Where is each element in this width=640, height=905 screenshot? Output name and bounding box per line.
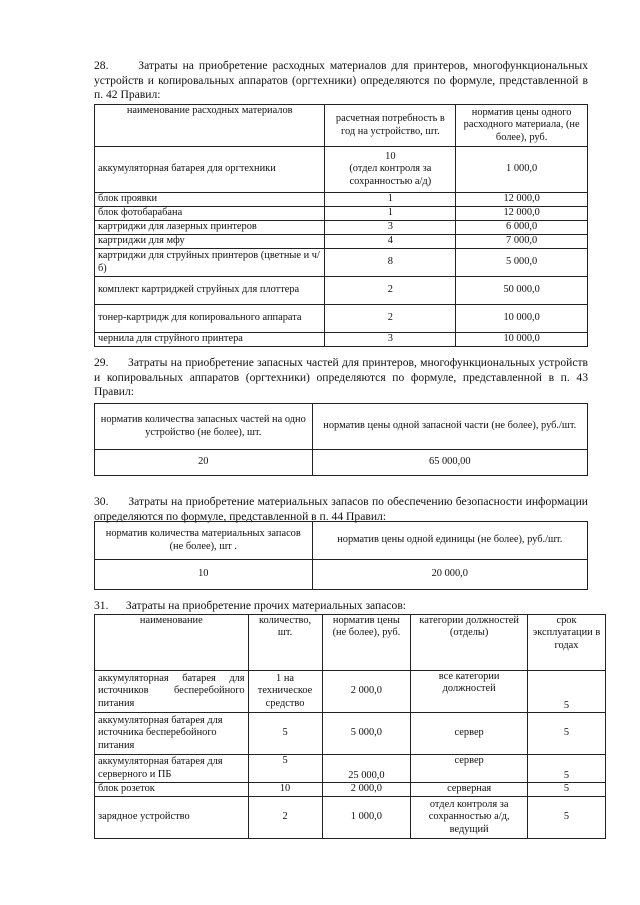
cell-qty: 2 <box>248 797 322 839</box>
section-31-text: Затраты на приобретение прочих материальных запасов: <box>125 599 407 612</box>
cell-category: сервер <box>411 755 528 783</box>
consumables-table <box>94 104 588 347</box>
header-price: норматив цены одной запасной части (не более), руб./шт. <box>312 404 587 450</box>
cell-term: 5 <box>528 671 606 713</box>
cell-category: серверная <box>411 783 528 797</box>
cell-price: 12 000,0 <box>456 207 588 221</box>
table-header-row <box>95 105 588 147</box>
header-term: срок эксплуатации в годах <box>528 615 606 671</box>
cell-price: 5 000,0 <box>456 249 588 277</box>
cell-price: 1 000,0 <box>322 797 411 839</box>
table-header-row <box>95 404 588 450</box>
cell-name: аккумуляторная батарея для источников бесперебойного питания <box>95 671 249 713</box>
header-name: наименование расходных материалов <box>95 105 325 147</box>
cell-name: чернила для струйного принтера <box>95 333 325 347</box>
table-row <box>95 207 588 221</box>
header-qty: количество, шт. <box>248 615 322 671</box>
section-28-number: 28. <box>94 59 109 72</box>
cell-qty: 3 <box>325 333 456 347</box>
cell-price: 5 000,0 <box>322 713 411 755</box>
header-price: норматив цены (не более), руб. <box>322 615 411 671</box>
cell-name: аккумуляторная батарея для оргтехники <box>95 147 325 193</box>
header-price: норматив цены одной единицы (не более), руб./шт. <box>312 522 587 560</box>
cell-qty: 8 <box>325 249 456 277</box>
table-row <box>95 333 588 347</box>
cell-qty: 2 <box>325 277 456 305</box>
cell-price: 25 000,0 <box>322 755 411 783</box>
table-header-row <box>95 615 606 671</box>
section-29-number: 29. <box>94 356 109 369</box>
cell-qty: 10 <box>248 783 322 797</box>
cell-price: 1 000,0 <box>456 147 588 193</box>
cell-category: сервер <box>411 713 528 755</box>
spare-parts-table <box>94 403 588 476</box>
section-29-text: Затраты на приобретение запасных частей для принтеров, многофункциональных устройств и копировальных аппаратов (оргтехники) определяются по формуле, представленной в п. 43 Правил: <box>94 356 589 399</box>
table-row <box>95 305 588 333</box>
header-name: наименование <box>95 615 249 671</box>
cell-price: 2 000,0 <box>322 783 411 797</box>
cell-qty: 3 <box>325 221 456 235</box>
cell-qty: 5 <box>248 713 322 755</box>
table-row <box>95 671 606 713</box>
cell-qty: 1 <box>325 207 456 221</box>
other-materials-table <box>94 614 606 839</box>
cell-category: все категории должностей <box>411 671 528 713</box>
cell-qty: 2 <box>325 305 456 333</box>
cell-qty: 20 <box>95 450 313 476</box>
table-row <box>95 713 606 755</box>
cell-term: 5 <box>528 797 606 839</box>
cell-name: аккумуляторная батарея для серверного и ПБ <box>95 755 249 783</box>
section-29-paragraph <box>94 356 588 400</box>
cell-price: 10 000,0 <box>456 305 588 333</box>
cell-price: 7 000,0 <box>456 235 588 249</box>
table-row <box>95 783 606 797</box>
table-row <box>95 193 588 207</box>
header-price: норматив цены одного расходного материала, (не более), руб. <box>456 105 588 147</box>
cell-name: аккумуляторная батарея для источника бесперебойного питания <box>95 713 249 755</box>
table-row <box>95 755 606 783</box>
table-header-row <box>95 522 588 560</box>
table-row <box>95 560 588 590</box>
cell-qty: 5 <box>248 755 322 783</box>
cell-name: картриджи для лазерных принтеров <box>95 221 325 235</box>
header-category: категории должностей (отделы) <box>411 615 528 671</box>
cell-category: отдел контроля за сохранностью а/д, ведущий <box>411 797 528 839</box>
cell-qty: 10 <box>95 560 313 590</box>
table-row <box>95 277 588 305</box>
section-28-text: Затраты на приобретение расходных материалов для принтеров, многофункциональных устройств и копировальных аппаратов (оргтехники) определяются по формуле, представленной в п. 42 Правил: <box>94 59 588 102</box>
cell-term: 5 <box>528 755 606 783</box>
cell-price: 2 000,0 <box>322 671 411 713</box>
section-30-number: 30. <box>94 495 109 508</box>
cell-qty: 1 <box>325 193 456 207</box>
header-qty: норматив количества материальных запасов (не более), шт . <box>95 522 313 560</box>
cell-term: 5 <box>528 783 606 797</box>
table-row <box>95 221 588 235</box>
section-30-paragraph <box>94 495 588 524</box>
cell-term: 5 <box>528 713 606 755</box>
cell-qty: 4 <box>325 235 456 249</box>
cell-price: 6 000,0 <box>456 221 588 235</box>
cell-name: блок розеток <box>95 783 249 797</box>
section-31-number: 31. <box>94 599 109 612</box>
table-row <box>95 235 588 249</box>
cell-qty: 1 на техническое средство <box>248 671 322 713</box>
cell-price: 65 000,00 <box>312 450 587 476</box>
cell-price: 10 000,0 <box>456 333 588 347</box>
security-materials-table <box>94 521 588 590</box>
cell-name: тонер-картридж для копировального аппарата <box>95 305 325 333</box>
cell-price: 50 000,0 <box>456 277 588 305</box>
cell-price: 20 000,0 <box>312 560 587 590</box>
cell-name: картриджи для струйных принтеров (цветные и ч/б) <box>95 249 325 277</box>
section-28-paragraph <box>94 59 588 103</box>
header-qty: норматив количества запасных частей на одно устройство (не более), шт. <box>95 404 313 450</box>
cell-name: комплект картриджей струйных для плоттера <box>95 277 325 305</box>
section-31-paragraph <box>94 599 588 614</box>
section-30-text: Затраты на приобретение материальных запасов по обеспечению безопасности информации определяются по формуле, представленной в п. 44 Правил: <box>94 495 588 523</box>
table-row <box>95 797 606 839</box>
table-row <box>95 450 588 476</box>
table-row <box>95 147 588 193</box>
table-row <box>95 249 588 277</box>
cell-name: блок фотобарабана <box>95 207 325 221</box>
cell-qty: 10 (отдел контроля за сохранностью а/д) <box>325 147 456 193</box>
cell-name: блок проявки <box>95 193 325 207</box>
cell-name: зарядное устройство <box>95 797 249 839</box>
header-qty: расчетная потребность в год на устройство, шт. <box>325 105 456 147</box>
cell-name: картриджи для мфу <box>95 235 325 249</box>
cell-price: 12 000,0 <box>456 193 588 207</box>
